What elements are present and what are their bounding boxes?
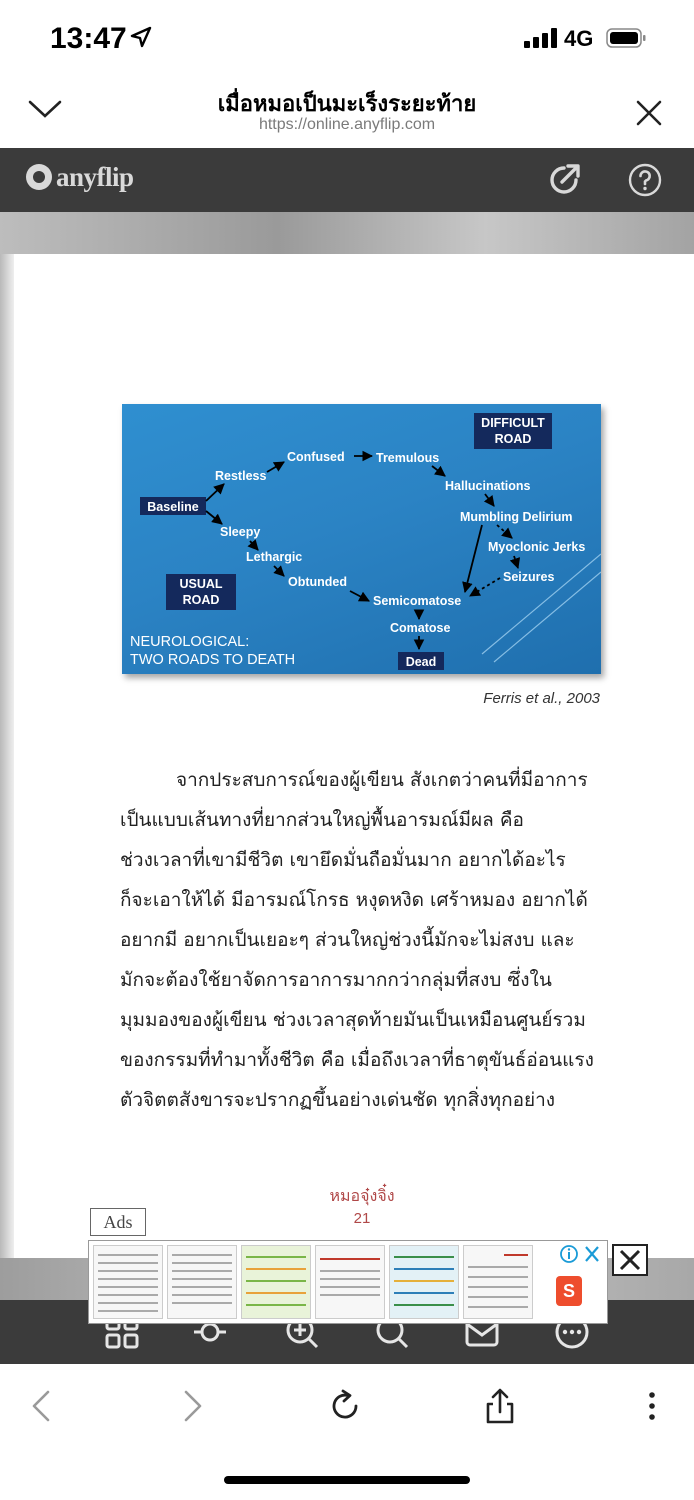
- ad-product-thumbnail[interactable]: [93, 1245, 163, 1319]
- share-icon[interactable]: [480, 1386, 520, 1426]
- forward-icon[interactable]: [172, 1386, 212, 1426]
- sleepy-node: Sleepy: [220, 525, 261, 539]
- network-type: 4G: [564, 26, 594, 51]
- paragraph-line: ของกรรมที่ทำมาทั้งชีวิต คือ เมื่อถึงเวลาที่ธาตุขันธ์อ่อนแรง: [120, 1049, 594, 1071]
- location-arrow-icon: [130, 26, 152, 48]
- status-bar: [0, 0, 694, 78]
- browser-title-bar: [0, 78, 694, 148]
- difficult-road-label-2: ROAD: [494, 432, 532, 446]
- comatose-node: Comatose: [390, 621, 451, 635]
- paragraph-line: ช่วงเวลาที่เขามีชีวิต เขายึดมั่นถือมั่นมาก อยากได้อะไร: [120, 849, 566, 871]
- figure-footer-line-2: TWO ROADS TO DEATH: [130, 652, 296, 668]
- semicomatose-node: Semicomatose: [373, 594, 462, 608]
- back-icon[interactable]: [22, 1386, 62, 1426]
- ad-product-thumbnail[interactable]: [315, 1245, 385, 1319]
- baseline-node: Baseline: [147, 500, 199, 514]
- paragraph-line: มักจะต้องใช้ยาจัดการอาการมากกว่ากลุ่มที่สงบ ซึ่งใน: [120, 969, 552, 991]
- roads-diagram: [122, 404, 601, 674]
- share-external-icon[interactable]: [546, 162, 582, 198]
- paragraph-line: มุมมองของผู้เขียน ช่วงเวลาสุดท้ายมันเป็นเหมือนศูนย์รวม: [120, 1009, 586, 1031]
- seizures-node: Seizures: [503, 570, 555, 584]
- difficult-road-label-1: DIFFICULT: [481, 416, 545, 430]
- page-author: หมอจุ๋งจิ๋ง: [329, 1186, 395, 1205]
- battery-icon: [606, 28, 646, 48]
- anyflip-logo-icon: [26, 164, 52, 190]
- help-icon[interactable]: [628, 163, 662, 197]
- anyflip-logo: [26, 162, 134, 193]
- page-url: https://online.anyflip.com: [258, 116, 436, 133]
- neurological-roads-figure: [122, 404, 601, 674]
- paragraph-line: ตัวจิตตสังขารจะปรากฏขึ้นอย่างเด่นชัด ทุกสิ่งทุกอย่าง: [120, 1089, 556, 1111]
- ads-label: Ads: [90, 1208, 146, 1236]
- usual-road-label-1: USUAL: [179, 577, 223, 591]
- more-vertical-icon[interactable]: [632, 1386, 672, 1426]
- obtunded-node: Obtunded: [288, 575, 348, 589]
- ad-product-thumbnail[interactable]: [389, 1245, 459, 1319]
- dead-node: Dead: [405, 655, 437, 669]
- body-paragraph: [120, 765, 604, 1125]
- lethargic-node: Lethargic: [246, 550, 303, 564]
- paragraph-line: เป็นแบบเส้นทางที่ยากส่วนใหญ่พื้นอารมณ์มีผล คือ: [120, 809, 524, 831]
- clock: 13:47: [50, 22, 127, 55]
- reload-icon[interactable]: [326, 1386, 366, 1426]
- page-number: 21: [353, 1210, 371, 1227]
- tremulous-node: Tremulous: [376, 451, 440, 465]
- page-title: เมื่อหมอเป็นมะเร็งระยะท้าย: [217, 92, 477, 117]
- confused-node: Confused: [287, 450, 345, 464]
- chevron-down-icon[interactable]: [28, 98, 62, 120]
- close-icon[interactable]: [636, 100, 662, 126]
- ad-choices-icon[interactable]: [560, 1244, 602, 1264]
- mumbling-delirium-node: Mumbling Delirium: [460, 510, 573, 524]
- hallucinations-node: Hallucinations: [445, 479, 531, 493]
- ad-banner[interactable]: [88, 1240, 608, 1324]
- page-spine-shadow: [0, 254, 14, 1258]
- paragraph-line: อยากมี อยากเป็นเยอะๆ ส่วนใหญ่ช่วงนี้มักจะไม่สงบ และ: [120, 929, 575, 951]
- myoclonic-jerks-node: Myoclonic Jerks: [488, 540, 586, 554]
- restless-node: Restless: [215, 469, 267, 483]
- ad-product-thumbnail[interactable]: [241, 1245, 311, 1319]
- ad-product-thumbnail[interactable]: [463, 1245, 533, 1319]
- anyflip-toolbar: [0, 148, 694, 212]
- ad-product-thumbnail[interactable]: [167, 1245, 237, 1319]
- logo-text: anyflip: [56, 162, 134, 192]
- figure-caption: Ferris et al., 2003: [483, 690, 600, 707]
- ad-close-button[interactable]: [612, 1244, 648, 1276]
- shopee-icon[interactable]: S: [556, 1276, 582, 1306]
- usual-road-label-2: ROAD: [182, 593, 220, 607]
- paragraph-line: จากประสบการณ์ของผู้เขียน สังเกตว่าคนที่มีอาการ: [176, 769, 588, 791]
- figure-footer-line-1: NEUROLOGICAL:: [130, 634, 250, 650]
- paragraph-line: ก็จะเอาให้ได้ มีอารมณ์โกรธ หงุดหงิด เศร้าหมอง อยากได้: [120, 889, 588, 911]
- home-indicator: [224, 1476, 470, 1484]
- close-icon: [614, 1246, 646, 1274]
- signal-bars-icon: [524, 28, 558, 48]
- book-edge-band: [0, 212, 694, 254]
